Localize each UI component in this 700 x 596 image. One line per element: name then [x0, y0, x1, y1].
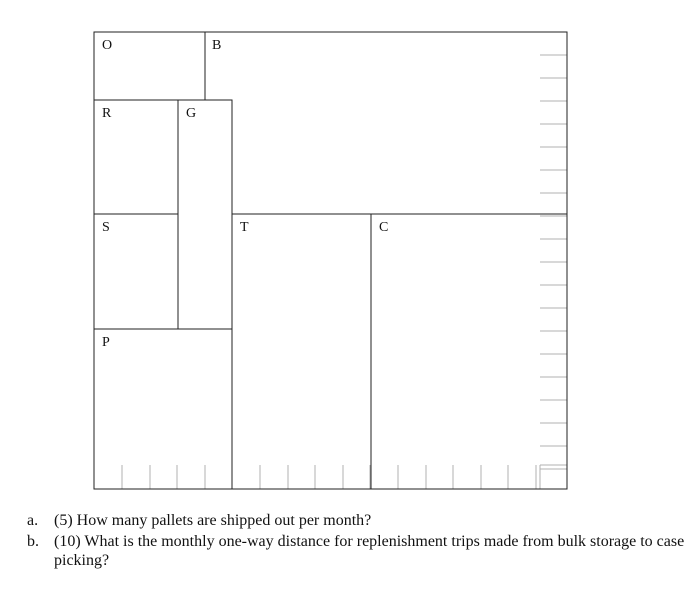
zone-C: [371, 214, 567, 489]
question-b-marker: b.: [27, 533, 39, 550]
zone-label-R: R: [102, 106, 112, 121]
zone-label-S: S: [102, 220, 110, 235]
zone-label-B: B: [212, 38, 222, 53]
zone-label-O: O: [102, 38, 113, 53]
zone-label-T: T: [240, 220, 249, 235]
zone-boundaries: [94, 32, 567, 489]
zone-label-P: P: [102, 335, 110, 350]
question-a: [27, 511, 687, 530]
question-b: [27, 532, 687, 570]
zone-label-G: G: [186, 106, 197, 121]
zone-G: [178, 100, 232, 329]
question-list: [27, 511, 687, 572]
question-a-marker: a.: [27, 512, 39, 529]
zone-P: [94, 329, 232, 489]
question-a-text: (5) How many pallets are shipped out per month?: [54, 512, 372, 529]
zone-T: [232, 214, 371, 489]
zone-label-C: C: [379, 220, 389, 235]
warehouse-outline: [94, 32, 567, 489]
question-b-text: (10) What is the monthly one-way distance for replenishment trips made from bulk storage to case picking?: [54, 533, 685, 569]
